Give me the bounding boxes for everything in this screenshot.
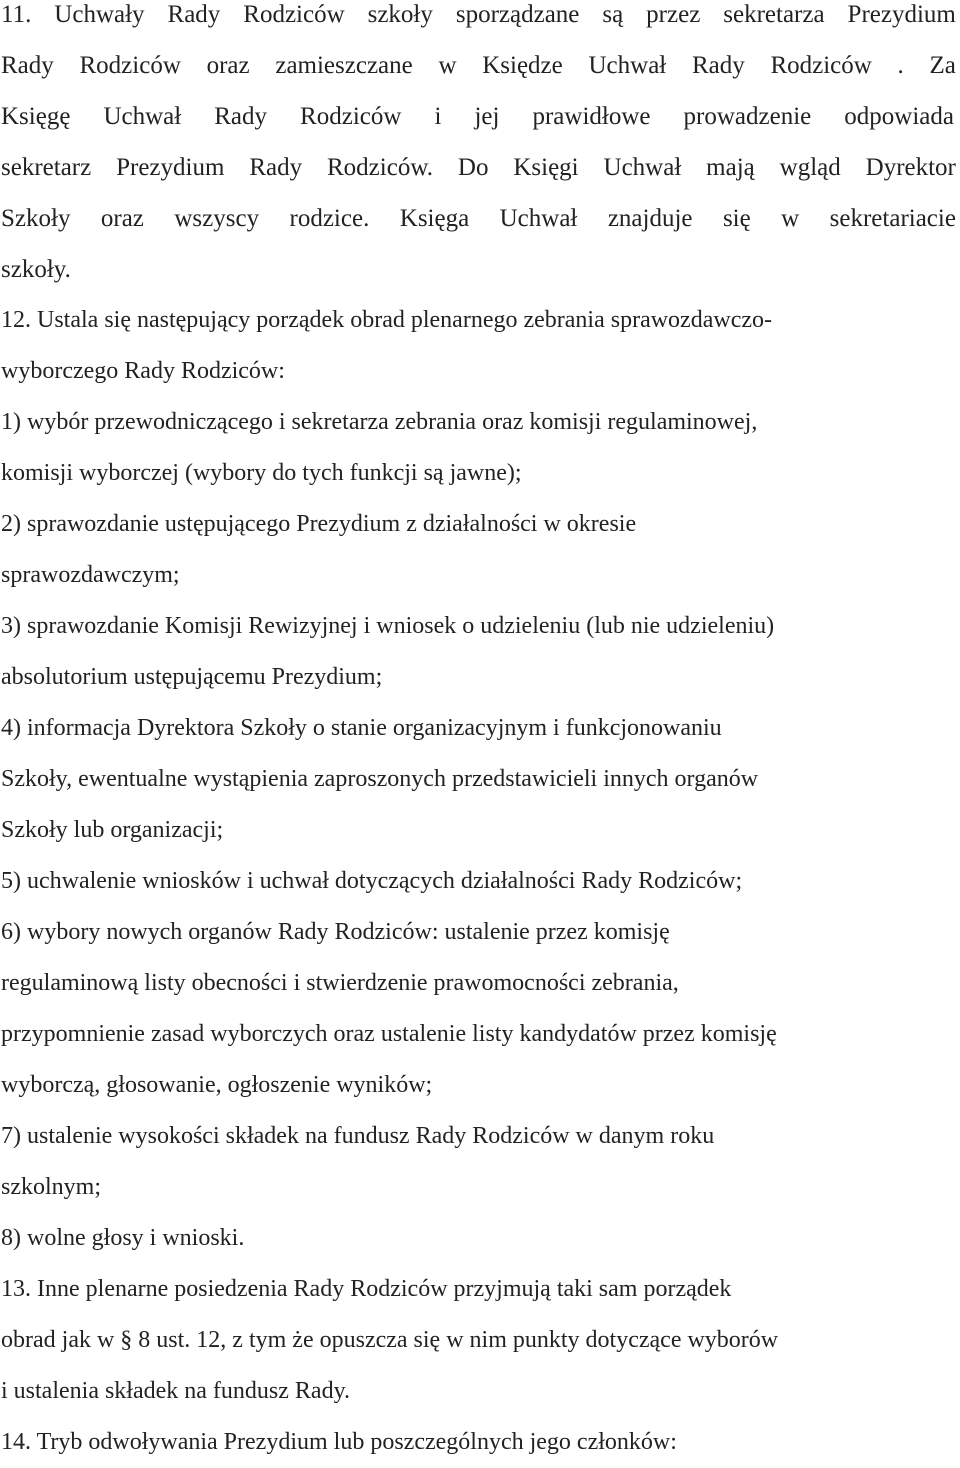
paragraph-11-line-6: szkoły. (1, 256, 71, 283)
paragraph-12-item-5: 5) uchwalenie wniosków i uchwał dotyczących działalności Rady Rodziców; (1, 868, 743, 894)
paragraph-12-item-1-line-1: 1) wybór przewodniczącego i sekretarza zebrania oraz komisji regulaminowej, (1, 409, 758, 435)
paragraph-12-item-6-line-2: regulaminową listy obecności i stwierdzenie prawomocności zebrania, (1, 970, 679, 996)
paragraph-12-item-2-line-2: sprawozdawczym; (1, 562, 180, 588)
paragraph-12-item-3-line-1: 3) sprawozdanie Komisji Rewizyjnej i wniosek o udzieleniu (lub nie udzieleniu) (1, 613, 775, 639)
paragraph-11-line-4: sekretarz Prezydium Rady Rodziców. Do Księgi Uchwał mają wgląd Dyrektor (1, 154, 956, 181)
paragraph-12-item-2-line-1: 2) sprawozdanie ustępującego Prezydium z działalności w okresie (1, 511, 637, 537)
paragraph-12-item-6-line-3: przypomnienie zasad wyborczych oraz ustalenie listy kandydatów przez komisję (1, 1021, 777, 1047)
paragraph-12-item-4-line-3: Szkoły lub organizacji; (1, 817, 224, 843)
paragraph-12-item-7-line-1: 7) ustalenie wysokości składek na fundusz Rady Rodziców w danym roku (1, 1123, 715, 1149)
paragraph-13-line-3: i ustalenia składek na fundusz Rady. (1, 1378, 351, 1404)
paragraph-11-line-3: Księgę Uchwał Rady Rodziców i jej prawidłowe prowadzenie odpowiada (1, 103, 954, 130)
paragraph-12-item-1-line-2: komisji wyborczej (wybory do tych funkcji są jawne); (1, 460, 522, 486)
paragraph-12-line-1: 12. Ustala się następujący porządek obrad plenarnego zebrania sprawozdawczo- (1, 307, 772, 333)
paragraph-12-item-3-line-2: absolutorium ustępującemu Prezydium; (1, 664, 383, 690)
paragraph-13-line-2: obrad jak w § 8 ust. 12, z tym że opuszcza się w nim punkty dotyczące wyborów (1, 1327, 779, 1353)
paragraph-12-item-7-line-2: szkolnym; (1, 1174, 101, 1200)
paragraph-12-item-6-line-4: wyborczą, głosowanie, ogłoszenie wyników; (1, 1072, 433, 1098)
paragraph-13-line-1: 13. Inne plenarne posiedzenia Rady Rodziców przyjmują taki sam porządek (1, 1276, 732, 1302)
paragraph-11-line-1: 11. Uchwały Rady Rodziców szkoły sporządzane są przez sekretarza Prezydium (1, 1, 956, 28)
paragraph-12-item-8: 8) wolne głosy i wnioski. (1, 1225, 245, 1251)
paragraph-12-item-4-line-1: 4) informacja Dyrektora Szkoły o stanie organizacyjnym i funkcjonowaniu (1, 715, 722, 741)
paragraph-11-line-5: Szkoły oraz wszyscy rodzice. Księga Uchwał znajduje się w sekretariacie (1, 205, 956, 232)
paragraph-12-line-2: wyborczego Rady Rodziców: (1, 358, 285, 384)
paragraph-12-item-6-line-1: 6) wybory nowych organów Rady Rodziców: ustalenie przez komisję (1, 919, 670, 945)
paragraph-12-item-4-line-2: Szkoły, ewentualne wystąpienia zaproszonych przedstawicieli innych organów (1, 766, 759, 792)
paragraph-11-line-2: Rady Rodziców oraz zamieszczane w Księdze Uchwał Rady Rodziców . Za (1, 52, 956, 79)
paragraph-14-line-1: 14. Tryb odwoływania Prezydium lub poszczególnych jego członków: (1, 1429, 677, 1455)
